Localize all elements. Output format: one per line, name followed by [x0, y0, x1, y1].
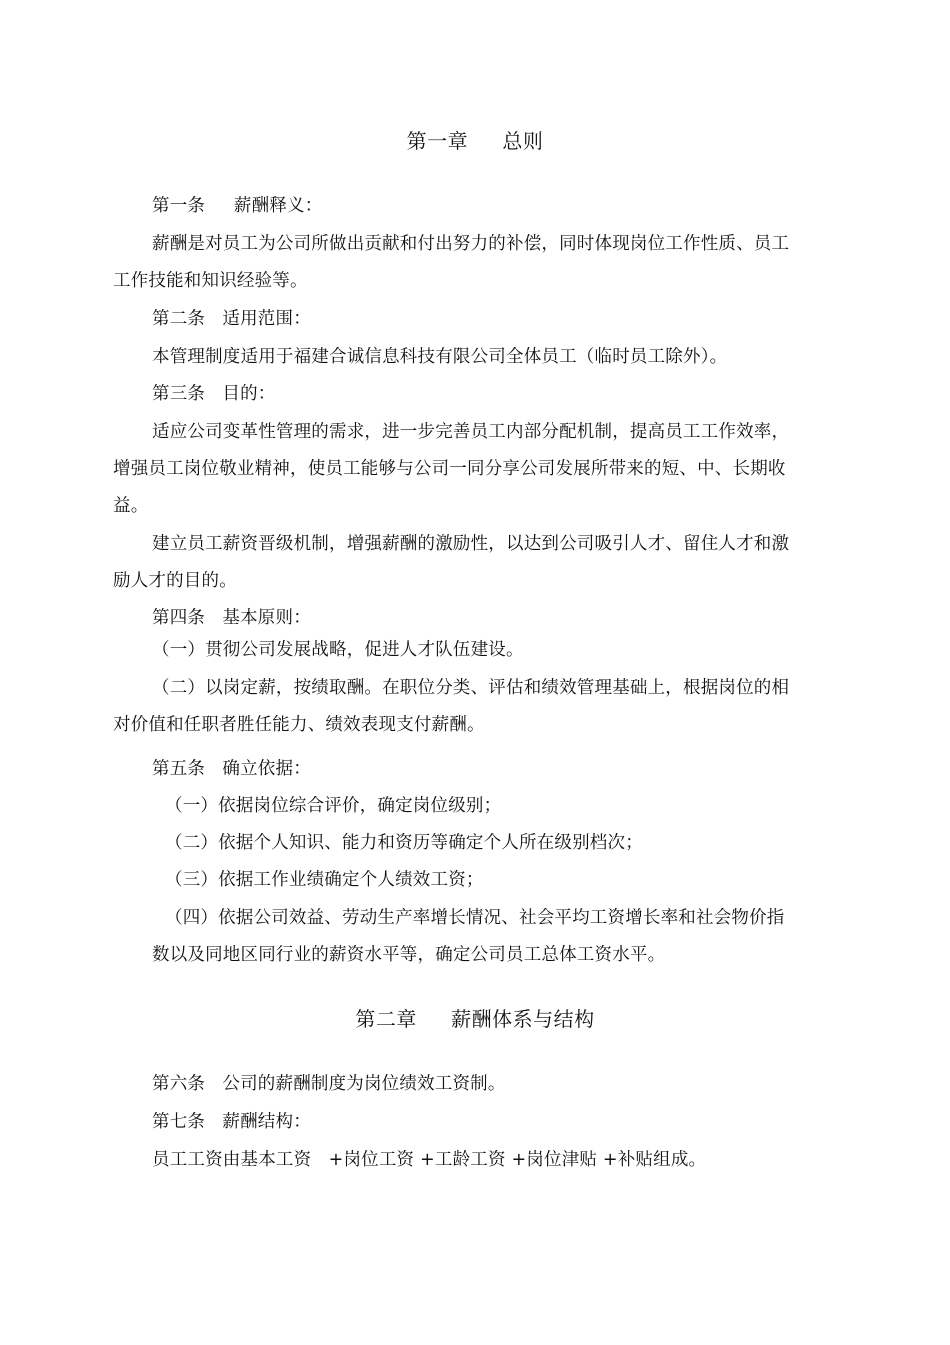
article-3-paragraph-1-line-2: 增强员工岗位敬业精神，使员工能够与公司一同分享公司发展所带来的短、中、长期收 [113, 459, 786, 479]
article-3-heading: 第三条 目的： [152, 384, 276, 404]
chapter-1-title: 第一章 总则 [406, 129, 544, 153]
article-2-body-line-1: 本管理制度适用于福建合诚信息科技有限公司全体员工（临时员工除外）。 [152, 347, 728, 367]
article-3-paragraph-2-line-2: 励人才的目的。 [113, 571, 237, 591]
article-5-item-4-line-1: （四）依据公司效益、劳动生产率增长情况、社会平均工资增长率和社会物价指 [165, 908, 785, 928]
chapter-2-title: 第二章 薪酬体系与结构 [355, 1007, 595, 1031]
article-7-heading: 第七条 薪酬结构： [152, 1112, 311, 1132]
article-2-heading: 第二条 适用范围： [152, 309, 311, 329]
article-1-heading: 第一条 薪酬释义： [152, 196, 323, 216]
article-5-item-1: （一）依据岗位综合评价，确定岗位级别； [165, 796, 502, 816]
article-4-item-1: （一）贯彻公司发展战略，促进人才队伍建设。 [152, 640, 524, 660]
article-3-paragraph-1-line-3: 益。 [113, 496, 149, 516]
article-5-item-4-line-2: 数以及同地区同行业的薪资水平等，确定公司员工总体工资水平。 [152, 945, 666, 965]
article-3-paragraph-2-line-1: 建立员工薪资晋级机制，增强薪酬的激励性，以达到公司吸引人才、留住人才和激 [152, 534, 790, 554]
article-1-body-line-2: 工作技能和知识经验等。 [113, 271, 308, 291]
article-5-item-3: （三）依据工作业绩确定个人绩效工资； [165, 870, 484, 890]
article-4-heading: 第四条 基本原则： [152, 608, 311, 628]
article-5-item-2: （二）依据个人知识、能力和资历等确定个人所在级别档次； [165, 833, 643, 853]
article-3-paragraph-1-line-1: 适应公司变革性管理的需求，进一步完善员工内部分配机制，提高员工工作效率， [152, 422, 790, 442]
article-1-body-line-1: 薪酬是对员工为公司所做出贡献和付出努力的补偿，同时体现岗位工作性质、员工 [152, 234, 790, 254]
article-4-item-2-line-1: （二）以岗定薪，按绩取酬。在职位分类、评估和绩效管理基础上，根据岗位的相 [152, 678, 790, 698]
article-6-text: 第六条 公司的薪酬制度为岗位绩效工资制。 [152, 1074, 506, 1094]
article-4-item-2-line-2: 对价值和任职者胜任能力、绩效表现支付薪酬。 [113, 715, 485, 735]
article-7-body-line-1: 员工工资由基本工资 +岗位工资 +工龄工资 +岗位津贴 +补贴组成。 [152, 1150, 707, 1170]
article-5-heading: 第五条 确立依据： [152, 759, 311, 779]
